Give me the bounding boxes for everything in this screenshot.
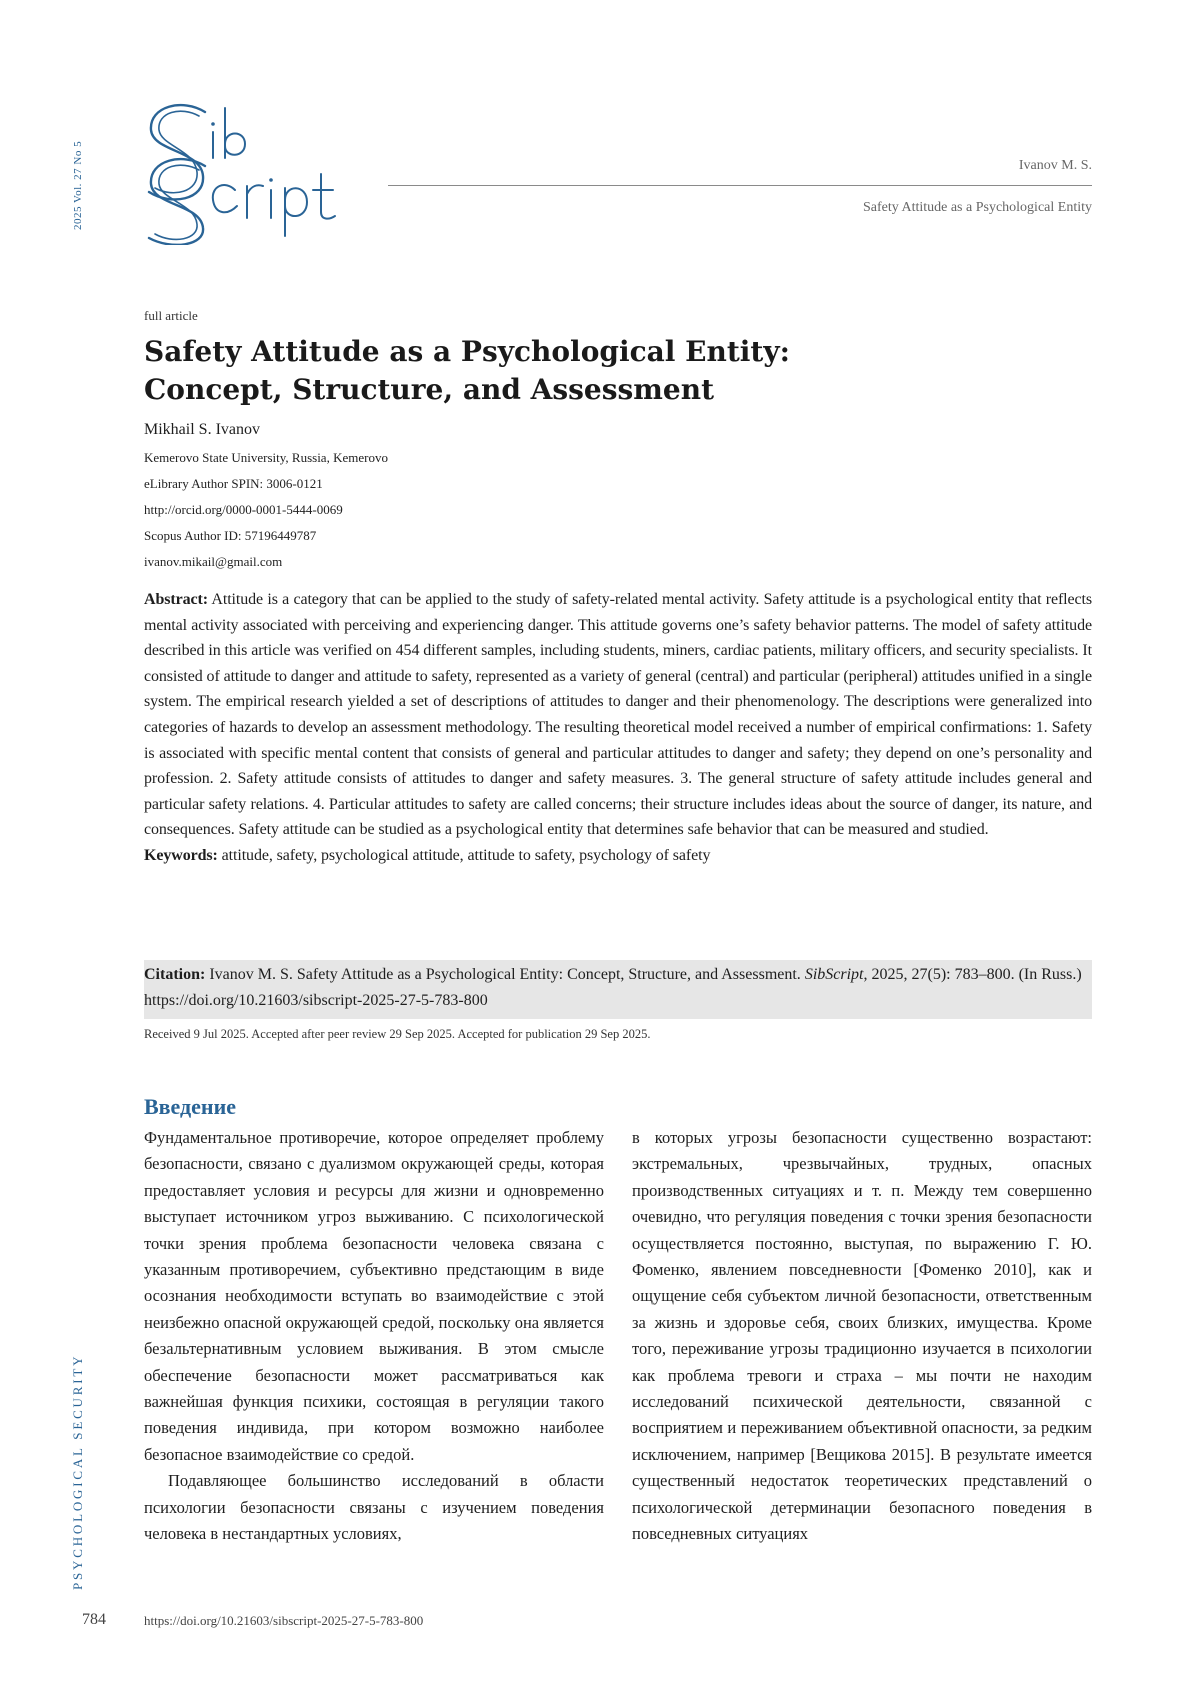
article-title-line2: Concept, Structure, and Assessment [144, 371, 1092, 409]
section-side-label: PSYCHOLOGICAL SECURITY [70, 1300, 96, 1590]
abstract-body [144, 587, 1092, 843]
volume-label: 2025 Vol. 27 No 5 [72, 110, 98, 230]
running-header-title: Safety Attitude as a Psychological Entity [863, 200, 1092, 216]
received-dates: Received 9 Jul 2025. Accepted after peer review 29 Sep 2025. Accepted for publication 29 Sep 2025. [144, 1027, 1092, 1042]
abstract-text: Attitude is a category that can be applied to the study of safety-related mental activity. Safety attitude is a psychological entity that reflects mental activity associated with perceiving and experiencing danger. This attitude governs one’s safety behavior patterns. The model of safety attitude described in this article was verified on 454 different samples, including students, miners, cardiac patients, military officers, and security specialists. It consisted of attitude to danger and attitude to safety, represented as a variety of general (central) and particular (peripheral) attitudes unified in a single system. The empirical research yielded a set of descriptions of attitudes to danger and their phenomenology. The descriptions were generalized into categories of hazards to develop an assessment methodology. The resulting theoretical model received a number of empirical confirmations: 1. Safety is associated with specific mental content that consists of general and particular attitudes to danger and safety; they depend on one’s personality and profession. 2. Safety attitude consists of attitudes to danger and safety measures. 3. The general structure of safety attitude includes general and particular safety relations. 4. Particular attitudes to safety are called concerns; their structure includes ideas about the source of danger, its nature, and consequences. Safety attitude can be studied as a psychological entity that determines safe behavior that can be measured and studied. [144, 591, 1092, 838]
scopus-id: Scopus Author ID: 57196449787 [144, 528, 1092, 544]
section-heading: Введение [144, 1094, 236, 1120]
paragraph: в которых угрозы безопасности существенно возрастают: экстремальных, чрезвычайных, трудных, опасных производственных ситуациях и т. п. Между тем совершенно очевидно, что регуляция поведения с точки зрения безопасности осуществляется постоянно, выступая, по выражению Г. Ю. Фоменко, явлением повседневности [Фоменко 2010], как и ощущение себя субъектом личной безопасности, ответственным за жизнь и здоровье себя, своих близких, имущества. Кроме того, переживание угрозы традиционно изучается в психологии как проблема тревоги и страха – мы почти не находим исследований психической деятельности, связанной с восприятием и переживанием объективной опасности, за редким исключением, например [Вещикова 2015]. В результате имеется существенный недостаток теоретических представлений о психологической детерминации безопасного поведения в повседневных ситуациях [632, 1125, 1092, 1548]
elibrary-spin: eLibrary Author SPIN: 3006-0121 [144, 476, 1092, 492]
sibscript-logo [143, 100, 368, 245]
header-rule [388, 185, 1092, 186]
footer-doi[interactable]: https://doi.org/10.21603/sibscript-2025-27-5-783-800 [144, 1613, 423, 1629]
citation-text-after: , 2025, 27(5): 783–800. (In Russ.) https://doi.org/10.21603/sibscript-2025-27-5-783-800 [144, 966, 1082, 1009]
citation-box [144, 960, 1092, 1019]
page-number: 784 [82, 1611, 106, 1629]
body-column-left [144, 1125, 604, 1548]
article-title [144, 333, 1092, 409]
keywords [144, 843, 1092, 869]
author-name: Mikhail S. Ivanov [144, 421, 1092, 439]
author-email[interactable]: ivanov.mikail@gmail.com [144, 554, 1092, 570]
running-header-author: Ivanov M. S. [1019, 158, 1092, 174]
orcid-link[interactable]: http://orcid.org/0000-0001-5444-0069 [144, 502, 1092, 518]
abstract [144, 587, 1092, 869]
affiliation: Kemerovo State University, Russia, Kemerovo [144, 450, 1092, 466]
keywords-text: attitude, safety, psychological attitude, attitude to safety, psychology of safety [222, 847, 711, 864]
paragraph: Подавляющее большинство исследований в области психологии безопасности связаны с изучением поведения человека в нестандартных условиях, [144, 1468, 604, 1547]
article-type: full article [144, 308, 1092, 324]
citation-label: Citation: [144, 966, 205, 983]
citation-journal: SibScript [805, 966, 864, 983]
keywords-label: Keywords: [144, 847, 218, 864]
article-title-line1: Safety Attitude as a Psychological Entity: [144, 333, 1092, 371]
body-column-right [632, 1125, 1092, 1548]
citation-text: Ivanov M. S. Safety Attitude as a Psychological Entity: Concept, Structure, and Assessment. [209, 966, 800, 983]
abstract-label: Abstract: [144, 591, 208, 608]
paragraph: Фундаментальное противоречие, которое определяет проблему безопасности, связано с дуализмом окружающей среды, которая предоставляет условия и ресурсы для жизни и одновременно выступает источником угроз выживанию. С психологической точки зрения проблема безопасности человека связана с указанным противоречием, субъективно предстающим в виде осознания необходимости вступать во взаимодействие с этой неизбежно опасной окружающей средой, поскольку она является безальтернативным условием выживания. В этом смысле обеспечение безопасности может рассматриваться как важнейшая функция психики, состоящая в регуляции такого поведения индивида, при котором возможно наиболее безопасное взаимодействие со средой. [144, 1125, 604, 1468]
